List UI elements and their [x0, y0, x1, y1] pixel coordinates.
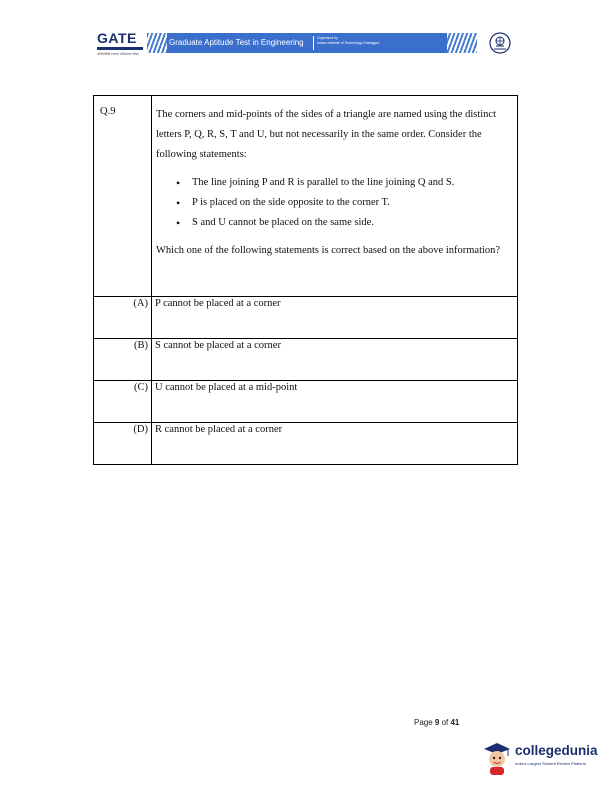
question-stem-intro: The corners and mid-points of the sides of a triangle are named using the distinct letters P, Q, R, S, T and U, but not necessarily in the same order. Consider the following statements: — [156, 109, 496, 160]
statement-item: • The line joining P and R is parallel to the line joining Q and S. — [156, 173, 512, 193]
page-of: of — [439, 718, 451, 727]
question-stem-cell — [152, 96, 518, 297]
option-label: (B) — [94, 339, 152, 381]
gate-logo-bar — [97, 47, 143, 50]
page-total: 41 — [450, 718, 460, 727]
question-prompt: Which one of the following statements is correct based on the above information? — [156, 245, 501, 256]
gate-logo-text: GATE — [97, 30, 137, 46]
banner-title: Graduate Aptitude Test in Engineering — [169, 38, 304, 47]
header-banner — [147, 33, 477, 53]
gate-logo-tagline: अभियांत्रिकी स्नातक अभिक्षमता परीक्षा — [97, 52, 139, 56]
question-table — [93, 95, 518, 465]
brand-tagline: India's Largest Student Review Platform — [515, 761, 587, 766]
banner-organiser — [317, 36, 380, 46]
option-label: (A) — [94, 297, 152, 339]
question-number: Q.9 — [94, 96, 152, 297]
option-row-c — [94, 381, 518, 423]
institute-name: Indian Institute of Technology Kharagpur — [317, 41, 380, 45]
page-number — [414, 718, 459, 727]
statements-list — [156, 173, 512, 233]
option-row-d — [94, 423, 518, 465]
student-mascot-icon — [482, 740, 512, 776]
page-prefix: Page — [414, 718, 435, 727]
option-row-b — [94, 339, 518, 381]
page-current: 9 — [434, 718, 440, 727]
page-header — [97, 28, 517, 58]
question-stem-row — [94, 96, 518, 297]
statement-item: • P is placed on the side opposite to the corner T. — [156, 193, 512, 213]
option-text: R cannot be placed at a corner — [152, 423, 518, 465]
option-text: P cannot be placed at a corner — [152, 297, 518, 339]
option-text: S cannot be placed at a corner — [152, 339, 518, 381]
organised-by-label: Organised by — [317, 36, 338, 40]
option-label: (C) — [94, 381, 152, 423]
option-label: (D) — [94, 423, 152, 465]
option-row-a — [94, 297, 518, 339]
statement-item: • S and U cannot be placed on the same side. — [156, 213, 512, 233]
gate-logo — [97, 31, 145, 57]
option-text: U cannot be placed at a mid-point — [152, 381, 518, 423]
collegedunia-logo — [482, 740, 602, 776]
iit-emblem-icon — [489, 32, 511, 54]
brand-name: collegedunia — [515, 743, 598, 758]
banner-separator — [313, 36, 314, 50]
